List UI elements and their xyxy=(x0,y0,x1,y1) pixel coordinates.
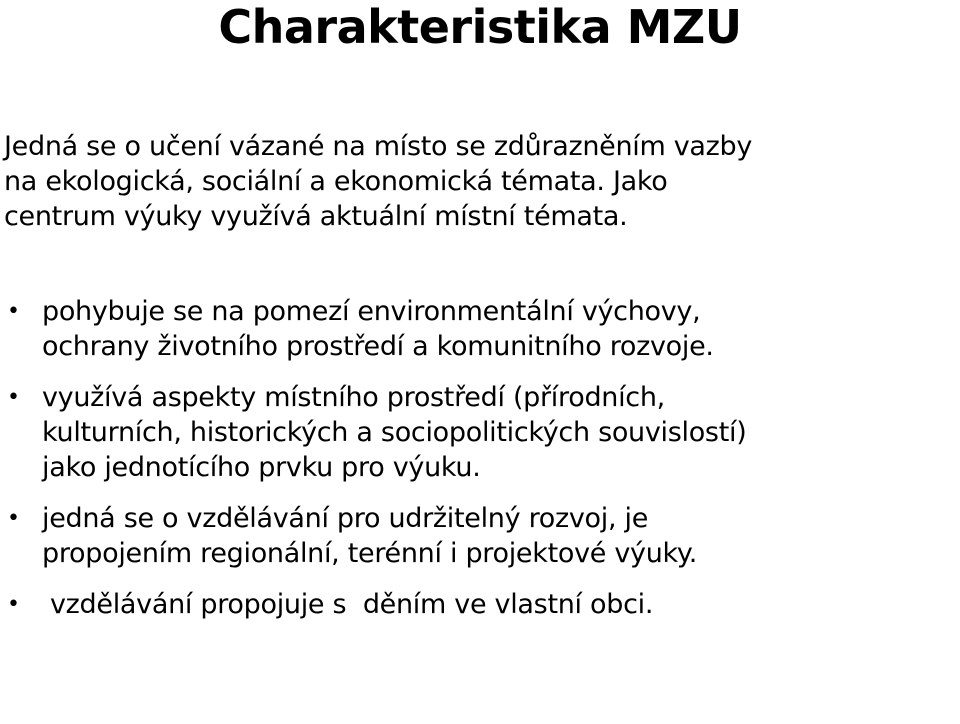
bullet-icon: • xyxy=(7,299,20,324)
bullet-text xyxy=(42,294,960,364)
bullet-item xyxy=(0,294,960,364)
bullet-icon: • xyxy=(7,506,20,531)
bullet-item xyxy=(0,501,960,571)
bullet-line: vzdělávání propojuje s děním ve vlastní obci. xyxy=(50,589,654,620)
bullet-icon: • xyxy=(7,385,20,410)
bullet-item xyxy=(0,587,960,622)
intro-line: centrum výuky využívá aktuální místní témata. xyxy=(4,201,628,232)
bullet-line: jedná se o vzdělávání pro udržitelný rozvoj, je xyxy=(42,503,649,534)
bullet-item xyxy=(0,380,960,485)
bullet-line: ochrany životního prostředí a komunitního rozvoje. xyxy=(42,331,714,362)
bullet-line: propojením regionální, terénní i projektové výuky. xyxy=(42,538,698,569)
bullet-text xyxy=(42,587,960,622)
intro-paragraph xyxy=(0,129,960,234)
bullet-line: využívá aspekty místního prostředí (přírodních, xyxy=(42,382,665,413)
bullet-line: kulturních, historických a sociopolitických souvislostí) xyxy=(42,417,747,448)
intro-line: Jedná se o učení vázané na místo se zdůrazněním vazby xyxy=(4,131,753,162)
bullet-list xyxy=(0,294,960,622)
bullet-text xyxy=(42,501,960,571)
bullet-text xyxy=(42,380,960,485)
intro-line: na ekologická, sociální a ekonomická témata. Jako xyxy=(4,166,668,197)
slide-title: Charakteristika MZU xyxy=(218,0,742,54)
bullet-line: jako jednotícího prvku pro výuku. xyxy=(42,452,481,483)
bullet-line: pohybuje se na pomezí environmentální výchovy, xyxy=(42,296,701,327)
bullet-icon: • xyxy=(7,592,20,617)
